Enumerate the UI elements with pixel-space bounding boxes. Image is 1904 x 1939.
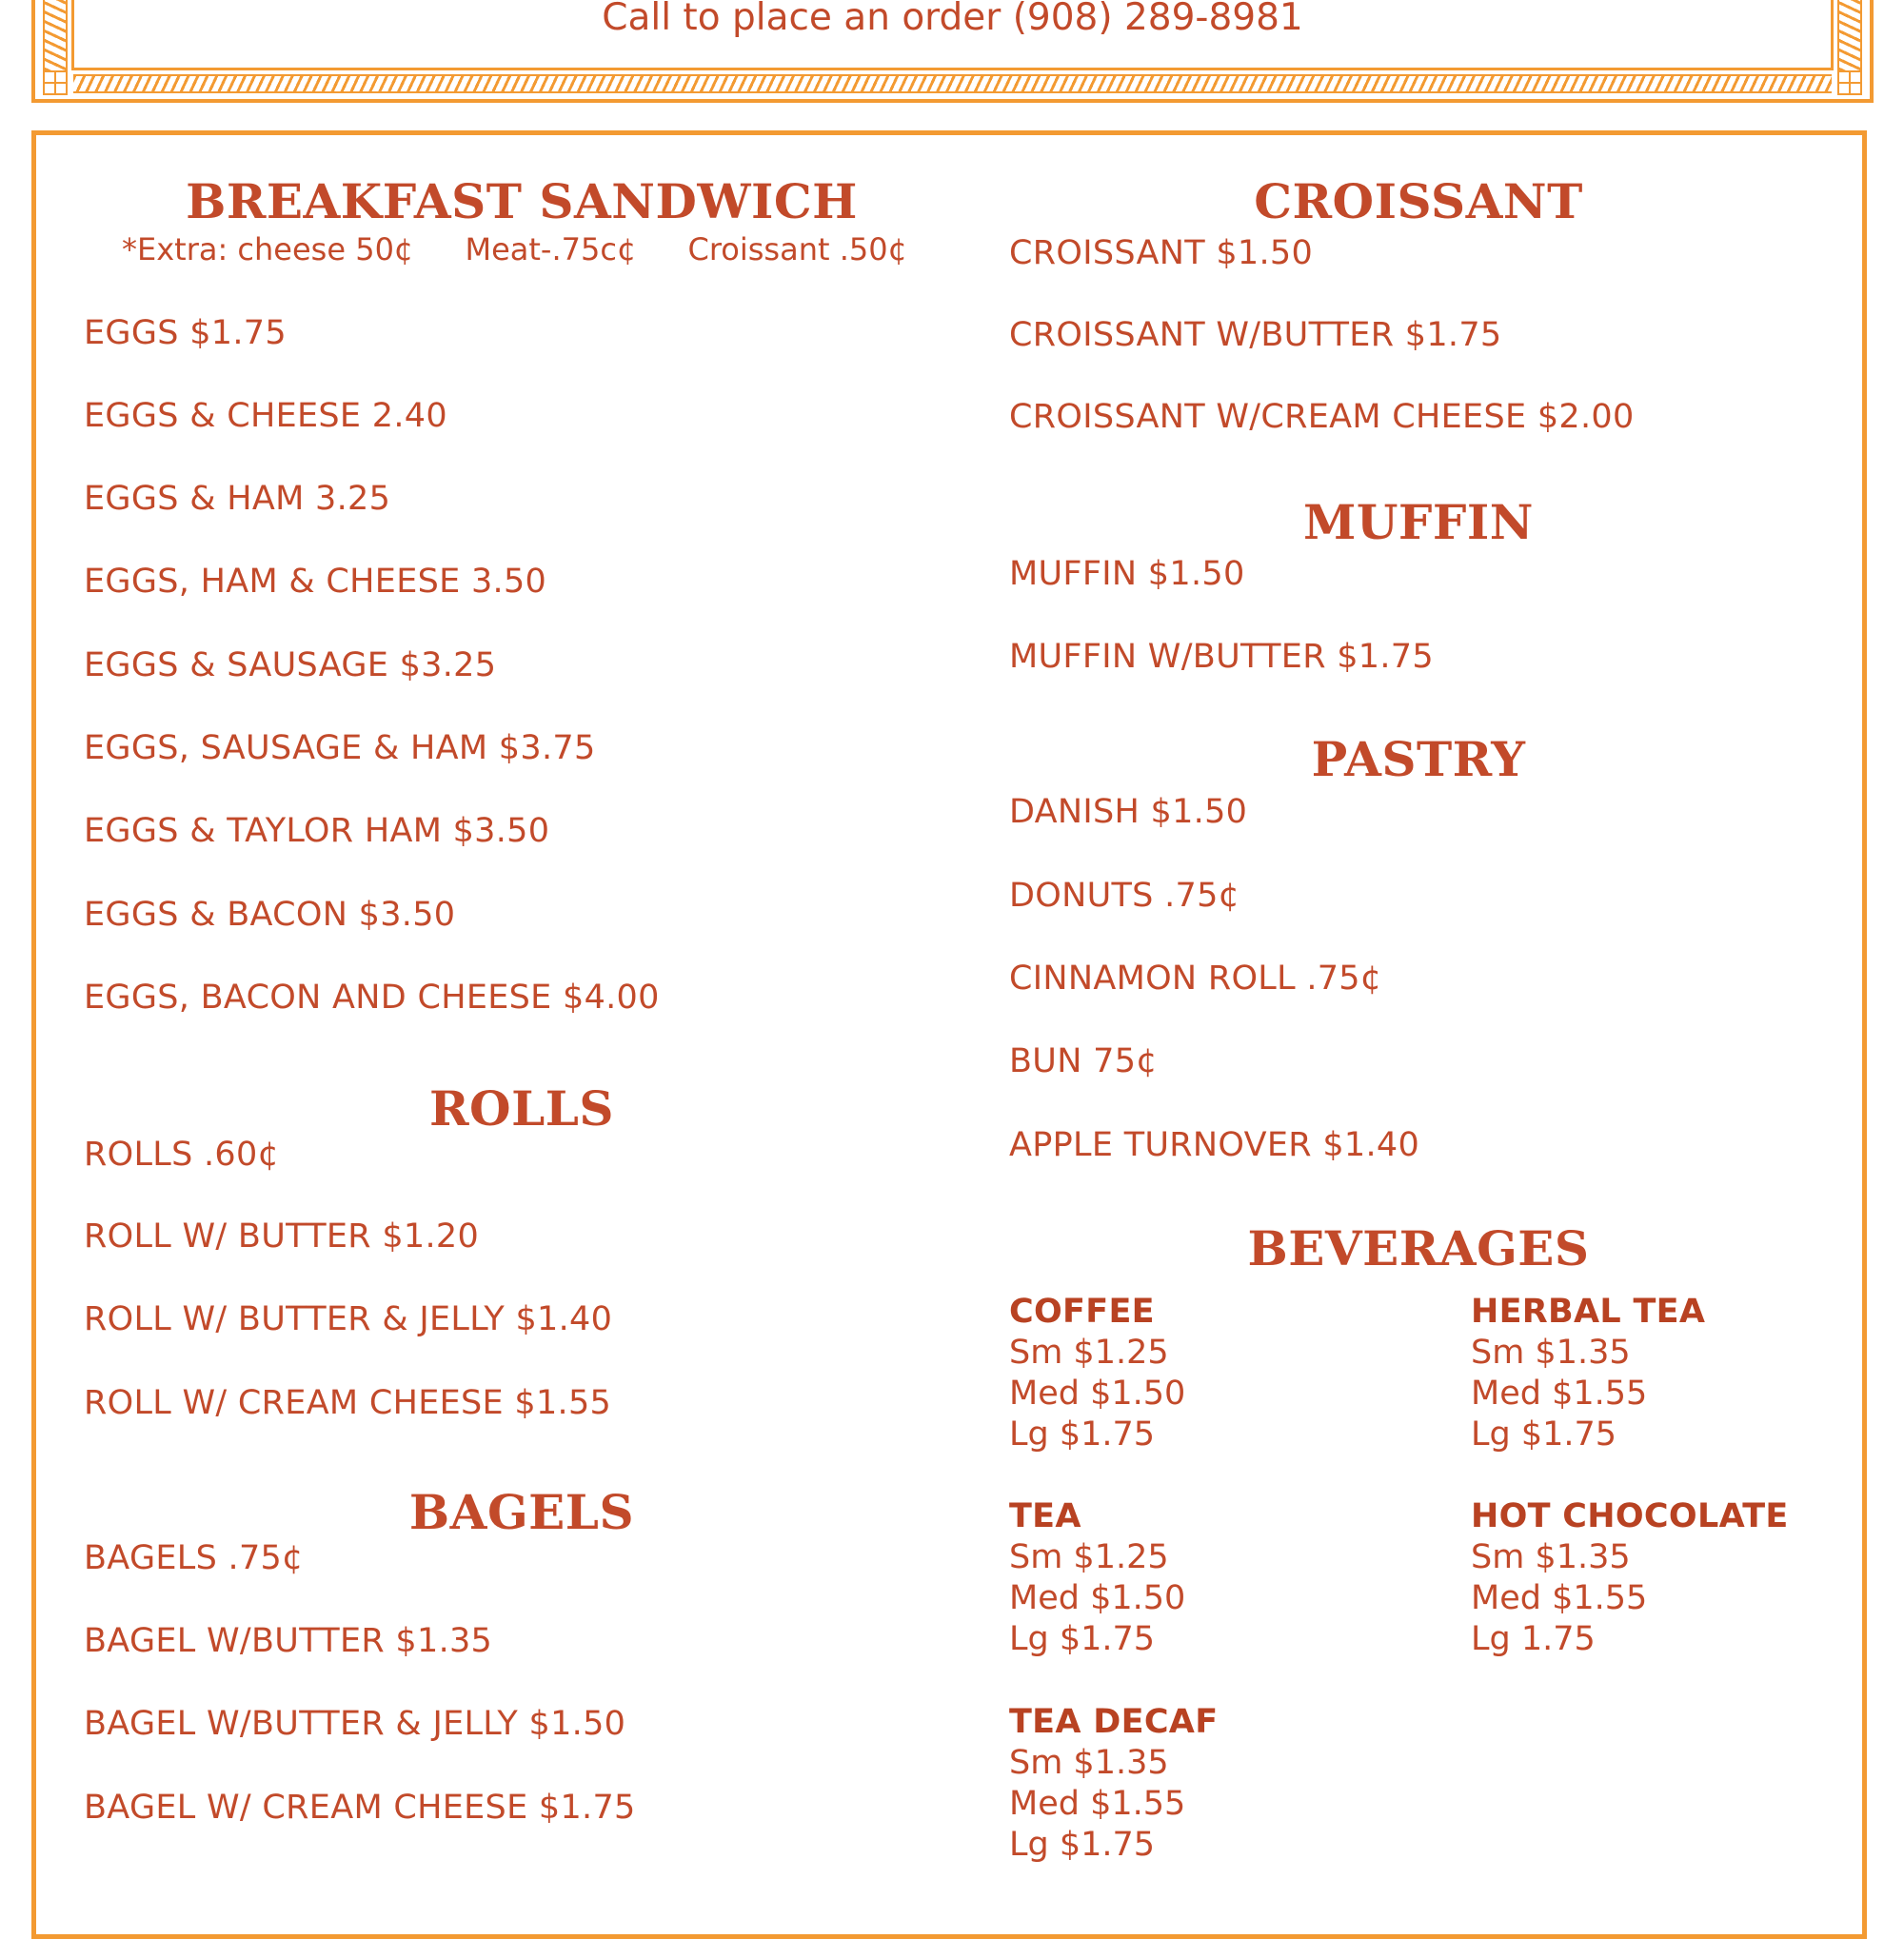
beverage-group-tea xyxy=(1009,1495,1409,1660)
header-banner xyxy=(31,0,1874,103)
beverage-price: Sm $1.25 xyxy=(1009,1538,1169,1576)
section-title-beverages: BEVERAGES xyxy=(1247,1220,1590,1276)
extra-meat-text: Meat-.75c¢ xyxy=(465,231,637,267)
beverage-name: TEA DECAF xyxy=(1009,1703,1219,1741)
menu-item: BAGEL W/BUTTER & JELLY $1.50 xyxy=(84,1705,626,1743)
menu-item: CROISSANT W/BUTTER $1.75 xyxy=(1009,316,1502,354)
corner-ornament-left xyxy=(43,70,68,95)
beverage-group-tea-decaf xyxy=(1009,1701,1409,1866)
menu-item: ROLLS .60¢ xyxy=(84,1136,280,1174)
beverage-price: Med $1.55 xyxy=(1471,1579,1648,1617)
section-title-bagels: BAGELS xyxy=(408,1484,635,1540)
menu-item: EGGS & TAYLOR HAM $3.50 xyxy=(84,812,550,850)
menu-item: BUN 75¢ xyxy=(1009,1042,1158,1080)
beverage-price: Lg $1.75 xyxy=(1009,1415,1156,1454)
corner-ornament-right xyxy=(1837,70,1862,95)
menu-frame xyxy=(31,130,1867,1939)
menu-item: ROLL W/ BUTTER $1.20 xyxy=(84,1217,480,1256)
rope-border-bottom xyxy=(73,74,1832,93)
menu-item: EGGS, SAUSAGE & HAM $3.75 xyxy=(84,729,596,767)
section-title-croissant: CROISSANT xyxy=(1254,173,1583,229)
beverage-price: Med $1.50 xyxy=(1009,1579,1186,1617)
beverage-price: Sm $1.35 xyxy=(1009,1744,1169,1782)
menu-item: EGGS & CHEESE 2.40 xyxy=(84,397,447,435)
beverage-price: Med $1.55 xyxy=(1471,1375,1648,1413)
section-title-muffin: MUFFIN xyxy=(1302,494,1535,550)
menu-item: DANISH $1.50 xyxy=(1009,793,1248,831)
beverage-group-coffee xyxy=(1009,1291,1409,1455)
section-title-breakfast-sandwich: BREAKFAST SANDWICH xyxy=(186,173,858,229)
menu-item: CROISSANT W/CREAM CHEESE $2.00 xyxy=(1009,398,1635,436)
beverage-name: TEA xyxy=(1009,1497,1081,1535)
beverage-name: COFFEE xyxy=(1009,1293,1155,1331)
beverage-price: Lg $1.75 xyxy=(1009,1620,1156,1658)
menu-item: APPLE TURNOVER $1.40 xyxy=(1009,1126,1420,1164)
menu-item: EGGS & SAUSAGE $3.25 xyxy=(84,646,497,684)
menu-item: CROISSANT $1.50 xyxy=(1009,234,1314,272)
beverage-name: HOT CHOCOLATE xyxy=(1471,1497,1789,1535)
beverage-price: Lg 1.75 xyxy=(1471,1620,1596,1658)
section-title-pastry: PASTRY xyxy=(1311,731,1526,787)
beverage-name: HERBAL TEA xyxy=(1471,1293,1706,1331)
menu-item: BAGELS .75¢ xyxy=(84,1539,304,1577)
beverage-price: Med $1.55 xyxy=(1009,1785,1186,1823)
extra-croissant-text: Croissant .50¢ xyxy=(687,231,907,267)
menu-item: EGGS, HAM & CHEESE 3.50 xyxy=(84,563,547,601)
menu-item: DONUTS .75¢ xyxy=(1009,877,1240,915)
beverage-price: Sm $1.35 xyxy=(1471,1538,1631,1576)
extra-cheese-text: *Extra: cheese 50¢ xyxy=(122,231,414,267)
menu-item: BAGEL W/ CREAM CHEESE $1.75 xyxy=(84,1789,636,1827)
call-to-order-text: Call to place an order (908) 289-8981 xyxy=(602,0,1303,39)
menu-item: CINNAMON ROLL .75¢ xyxy=(1009,960,1382,998)
beverage-price: Sm $1.35 xyxy=(1471,1334,1631,1372)
extras-note xyxy=(122,231,949,267)
menu-item: BAGEL W/BUTTER $1.35 xyxy=(84,1622,493,1660)
beverage-price: Lg $1.75 xyxy=(1009,1826,1156,1864)
menu-item: ROLL W/ BUTTER & JELLY $1.40 xyxy=(84,1300,613,1338)
beverage-group-hot-chocolate xyxy=(1471,1495,1871,1660)
menu-item: EGGS & BACON $3.50 xyxy=(84,896,456,934)
beverage-price: Sm $1.25 xyxy=(1009,1334,1169,1372)
beverage-group-herbal-tea xyxy=(1471,1291,1871,1455)
beverage-price: Med $1.50 xyxy=(1009,1375,1186,1413)
menu-item: EGGS, BACON AND CHEESE $4.00 xyxy=(84,979,660,1017)
menu-item: EGGS $1.75 xyxy=(84,314,287,352)
menu-item: MUFFIN W/BUTTER $1.75 xyxy=(1009,638,1434,676)
menu-item: ROLL W/ CREAM CHEESE $1.55 xyxy=(84,1384,612,1422)
beverage-price: Lg $1.75 xyxy=(1471,1415,1617,1454)
section-title-rolls: ROLLS xyxy=(428,1080,615,1137)
menu-item: MUFFIN $1.50 xyxy=(1009,555,1245,593)
menu-item: EGGS & HAM 3.25 xyxy=(84,480,391,518)
